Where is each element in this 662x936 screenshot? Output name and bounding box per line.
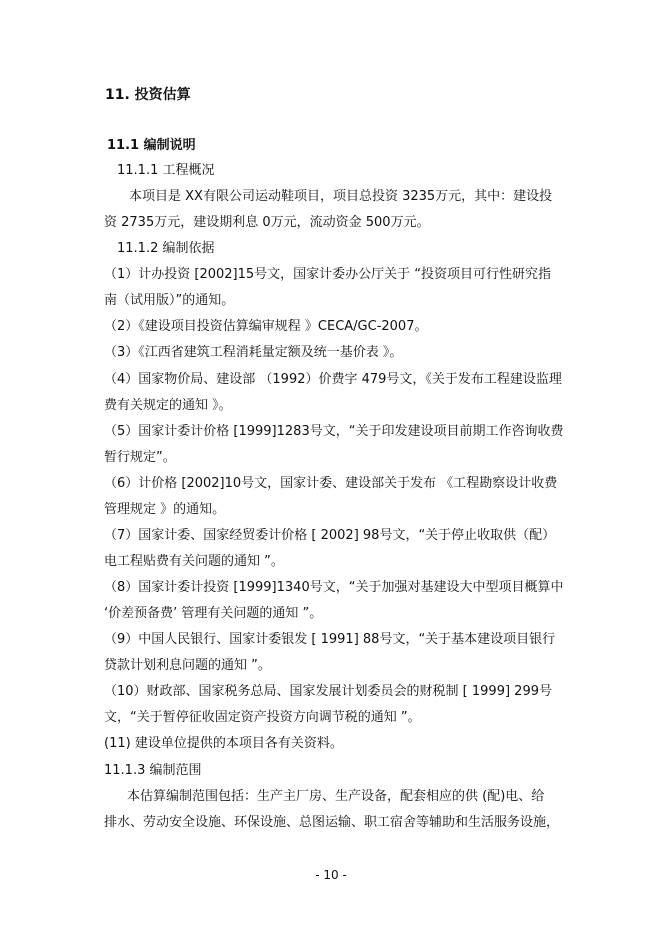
list-item: 管理规定 》的通知。 — [104, 502, 226, 517]
list-item: （10）财政部、国家税务总局、国家发展计划委员会的财税制 [ 1999] 299号 — [104, 684, 552, 699]
list-item: （7）国家计委、国家经贸委计价格 [ 2002] 98号文，“关于停止收取供（配） — [104, 528, 556, 543]
paragraph-line: 资 2735万元，建设期利息 0万元，流动资金 500万元。 — [104, 215, 430, 230]
list-item: （9）中国人民银行、国家计委银发 [ 1991] 88号文，“关于基本建设项目银行 — [104, 632, 556, 647]
chapter-heading: 11. 投资估算 — [105, 87, 191, 103]
subsection-heading: 11.1.2 编制依据 — [117, 241, 215, 256]
paragraph-line: 排水、劳动安全设施、环保设施、总图运输、职工宿舍等辅助和生活服务设施， — [104, 815, 560, 830]
list-item: 南（试用版）”的通知。 — [104, 293, 235, 308]
list-item: (11) 建设单位提供的本项目各有关资料。 — [104, 736, 343, 751]
section-heading: 11.1 编制说明 — [107, 138, 196, 153]
list-item: （3）《江西省建筑工程消耗量定额及统一基价表 》。 — [104, 345, 403, 360]
list-item: 费有关规定的通知 》。 — [104, 398, 232, 413]
list-item: 文，“关于暂停征收固定资产投资方向调节税的通知 ”。 — [104, 710, 421, 725]
list-item: （4）国家物价局、建设部 （1992）价费字 479号文，《关于发布工程建设监理 — [104, 372, 562, 387]
list-item: （6）计价格 [2002]10号文，国家计委、建设部关于发布 《工程勘察设计收费 — [104, 476, 558, 491]
list-item: 暂行规定”。 — [104, 450, 176, 465]
list-item: （5）国家计委计价格 [1999]1283号文，“关于印发建设项目前期工作咨询收费 — [104, 424, 564, 439]
list-item: （8）国家计委计投资 [1999]1340号文，“关于加强对基建设大中型项目概算中 — [104, 580, 564, 595]
page-number: - 10 - — [315, 868, 347, 882]
subsection-heading: 11.1.3 编制范围 — [104, 763, 202, 778]
list-item: 电工程贴费有关问题的通知 ”。 — [104, 554, 284, 569]
list-item: ‘价差预备费’ 管理有关问题的通知 ”。 — [104, 606, 323, 621]
list-item: 贷款计划利息问题的通知 ”。 — [104, 658, 271, 673]
paragraph-line: 本估算编制范围包括：生产主厂房、生产设备，配套相应的供 (配)电、给 — [127, 789, 545, 804]
list-item: （2）《建设项目投资估算编审规程 》CECA/GC-2007。 — [104, 319, 428, 334]
subsection-heading: 11.1.1 工程概况 — [117, 163, 215, 178]
list-item: （1）计办投资 [2002]15号文，国家计委办公厅关于 “投资项目可行性研究指 — [104, 267, 552, 282]
paragraph-line: 本项目是 XX有限公司运动鞋项目，项目总投资 3235万元，其中：建设投 — [129, 189, 553, 204]
